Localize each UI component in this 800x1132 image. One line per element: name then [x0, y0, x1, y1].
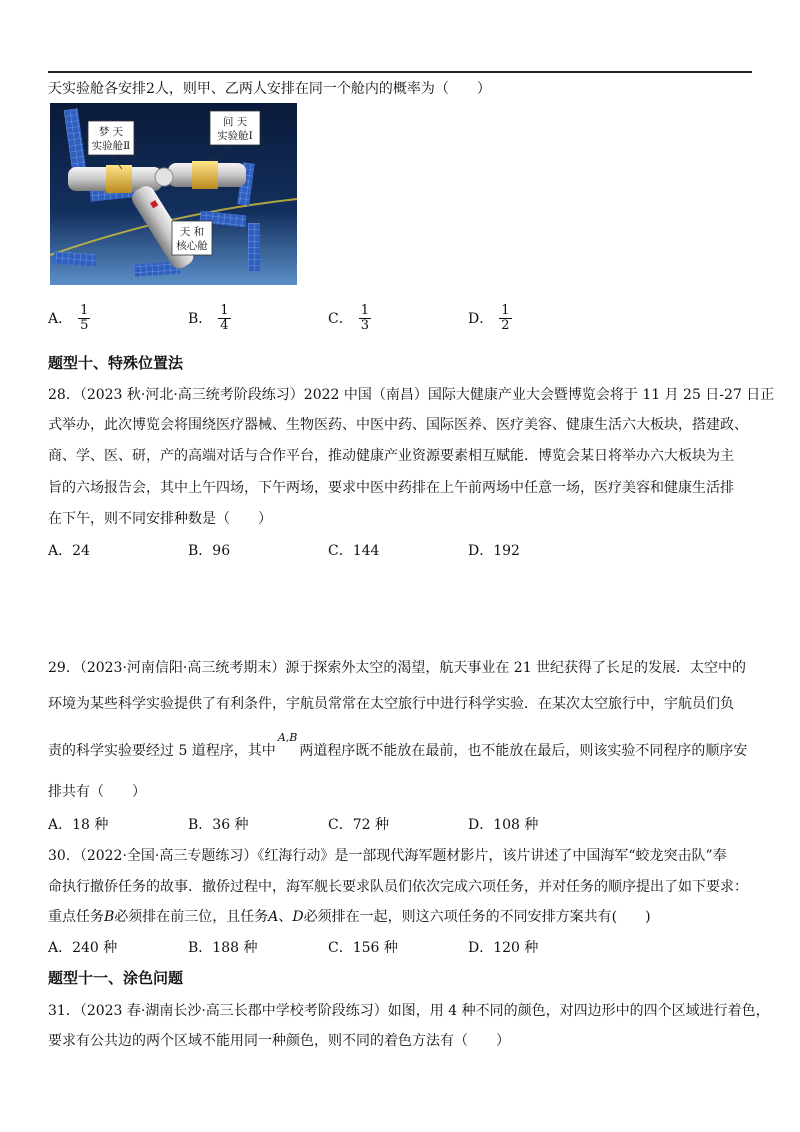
q30-option-b[interactable]: B．188 种	[188, 940, 258, 956]
q29-line-1: 29．（2023·河南信阳·高三统考期末）源于探索外太空的渴望，航天事业在 21 世纪获得了长足的发展．太空中的	[48, 660, 747, 676]
math-ab: A,B	[277, 731, 298, 744]
q30-line-2: 命执行撤侨任务的故事．撤侨过程中，海军舰长要求队员们依次完成六项任务，并对任务的顺序提出了如下要求：	[48, 879, 748, 895]
q30-option-c[interactable]: C．156 种	[328, 940, 398, 956]
space-station-figure	[50, 103, 297, 285]
q27-option-a[interactable]: A． $\frac{1}{5}$	[48, 303, 89, 334]
q27-stem: 天实验舱各安排2人，则甲、乙两人安排在同一个舱内的概率为（ ）	[48, 81, 491, 97]
q29-option-a[interactable]: A．18 种	[48, 817, 109, 833]
q27-option-c[interactable]: C． $\frac{1}{3}$	[328, 303, 369, 334]
q29-option-d[interactable]: D．108 种	[468, 817, 539, 833]
label-wentian-1: 问 天	[222, 116, 248, 128]
q28-option-d[interactable]: D．192	[468, 543, 520, 559]
label-tianhe-1: 天 和	[179, 226, 205, 238]
q30-line-3: 重点任务B必须排在前三位，且任务A、D必须排在一起，则这六项任务的不同安排方案共有( )	[48, 909, 651, 925]
label-mengtian-2: 实验舱Ⅱ	[91, 140, 131, 152]
header-rule	[48, 71, 752, 73]
label-mengtian-1: 梦 天	[98, 126, 124, 138]
q27-option-b[interactable]: B． $\frac{1}{4}$	[188, 303, 229, 334]
label-tianhe-2: 核心舱	[176, 240, 208, 252]
q28-line-3: 商、学、医、研，产的高端对话与合作平台，推动健康产业资源要素相互赋能．博览会某日将举办六大板块为主	[48, 448, 734, 464]
q28-option-b[interactable]: B．96	[188, 543, 231, 559]
q28-line-1: 28．（2023 秋·河北·高三统考阶段练习）2022 中国（南昌）国际大健康产业大会暨博览会将于 11 月 25 日-27 日正	[48, 387, 775, 403]
q27-option-d[interactable]: D． $\frac{1}{2}$	[468, 303, 510, 334]
q29-line-3: 责的科学实验要经过 5 道程序，其中$^{A,B}$两道程序既不能放在最前，也不能放在最后，则该实验不同程序的顺序安	[48, 731, 748, 759]
q30-option-d[interactable]: D．120 种	[468, 940, 539, 956]
q28-option-c[interactable]: C．144	[328, 543, 380, 559]
q31-line-1: 31．（2023 春·湖南长沙·高三长郡中学校考阶段练习）如图，用 4 种不同的颜色，对四边形中的四个区域进行着色，	[48, 1003, 770, 1019]
q30-option-a[interactable]: A．240 种	[48, 940, 118, 956]
q29-option-c[interactable]: C．72 种	[328, 817, 389, 833]
section-heading-11: 题型十一、涂色问题	[48, 969, 184, 987]
q29-option-b[interactable]: B．36 种	[188, 817, 249, 833]
q30-line-1: 30．（2022·全国·高三专题练习）《红海行动》是一部现代海军题材影片，该片讲述了中国海军“蛟龙突击队”奉	[48, 848, 727, 864]
label-wentian-2: 实验舱Ⅰ	[217, 130, 253, 142]
q28-line-4: 旨的六场报告会，其中上午四场，下午两场，要求中医中药排在上午前两场中任意一场，医疗美容和健康生活排	[48, 480, 734, 496]
q31-line-2: 要求有公共边的两个区域不能用同一种颜色，则不同的着色方法有（ ）	[48, 1033, 510, 1049]
q28-line-2: 式举办，此次博览会将围绕医疗器械、生物医药、中医中药、国际医养、医疗美容、健康生活六大板块，搭建政、	[48, 417, 748, 433]
q29-line-4: 排共有（ ）	[48, 784, 146, 800]
q28-option-a[interactable]: A．24	[48, 543, 90, 559]
section-heading-10: 题型十、特殊位置法	[48, 354, 184, 372]
q29-line-2: 环境为某些科学实验提供了有利条件，宇航员常常在太空旅行中进行科学实验．在某次太空旅行中，宇航员们负	[48, 696, 734, 712]
q28-line-5: 在下午，则不同安排种数是（ ）	[48, 511, 272, 527]
